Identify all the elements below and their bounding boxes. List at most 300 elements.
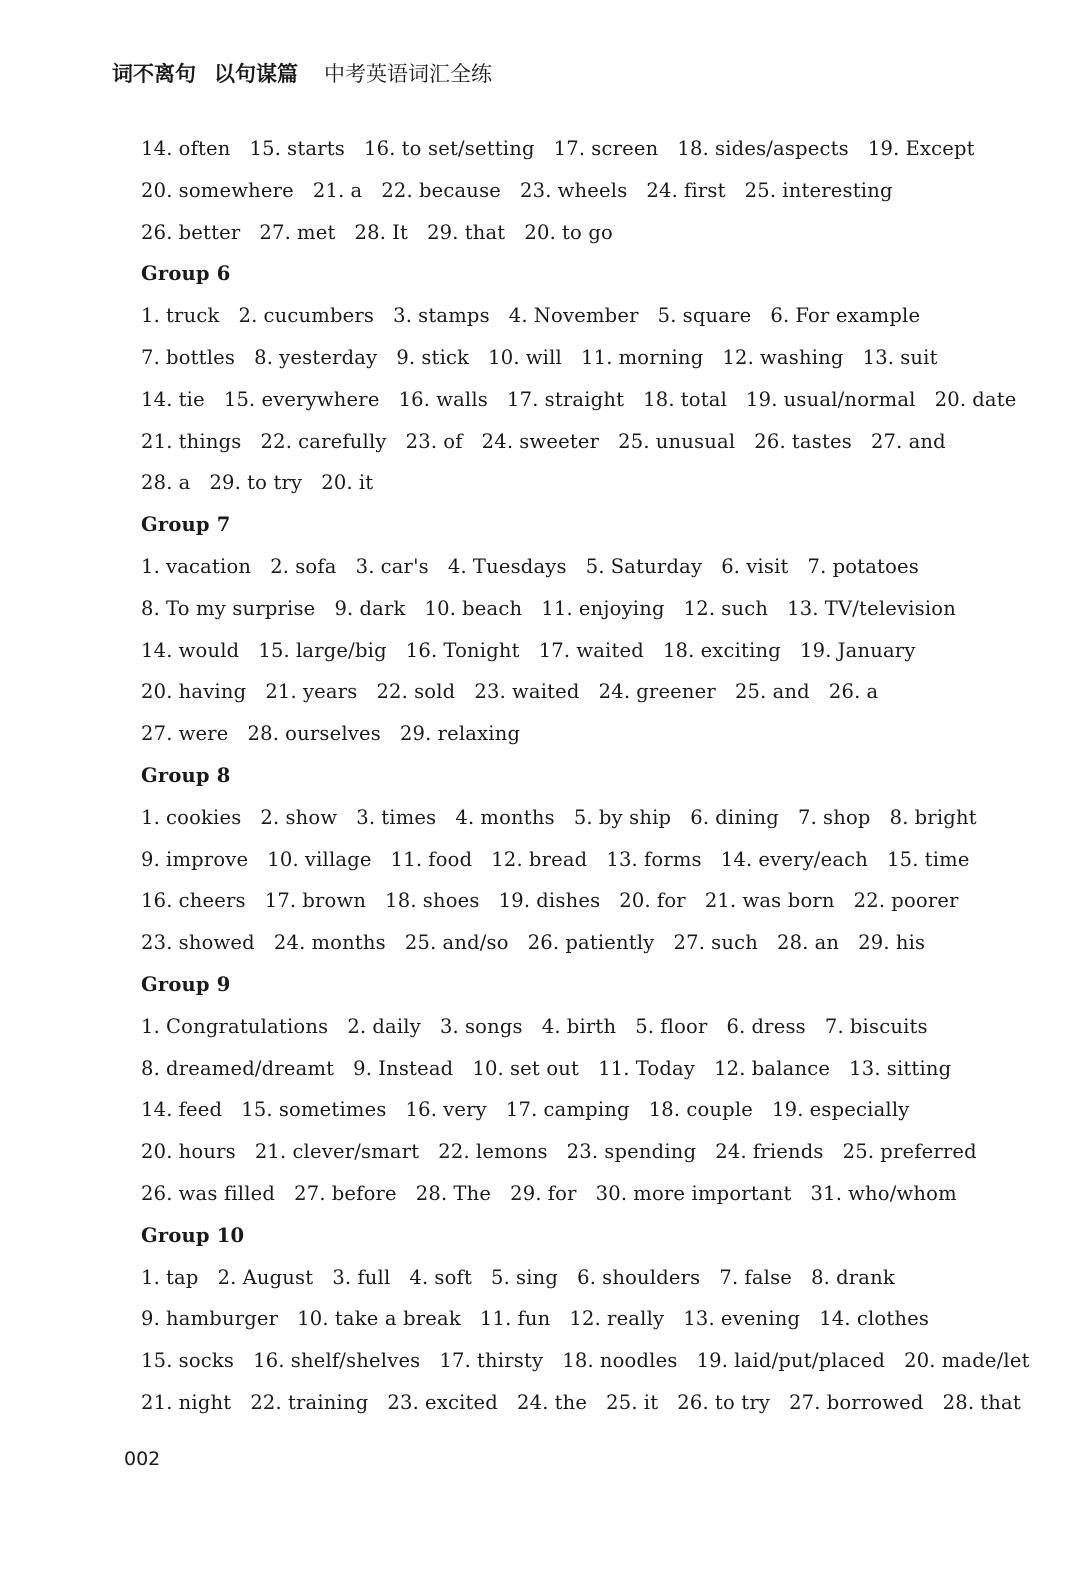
answer-item — [798, 797, 871, 839]
answer-text: such — [721, 596, 769, 620]
header-title-part2: 以句谋篇 — [214, 62, 298, 86]
answer-text: November — [533, 304, 639, 328]
answer-number: 27. — [141, 722, 173, 746]
answer-text: sing — [516, 1265, 559, 1289]
answer-text: shoes — [422, 889, 480, 913]
answer-number: 7. — [824, 1014, 844, 1038]
answer-item — [141, 1382, 231, 1424]
answer-text: somewhere — [178, 178, 294, 202]
answer-text: patiently — [565, 931, 655, 955]
answer-item — [715, 1131, 823, 1173]
answer-text: sold — [414, 680, 456, 704]
answer-item — [825, 1006, 928, 1048]
answer-text: preferred — [880, 1140, 977, 1164]
answer-text: brown — [302, 889, 367, 913]
answer-number: 19. — [867, 137, 900, 160]
answer-item — [409, 1257, 472, 1299]
answer-number: 12. — [722, 345, 755, 369]
answer-text: shop — [823, 805, 871, 829]
answer-number: 5. — [657, 304, 677, 328]
answer-text: having — [178, 680, 247, 704]
answer-number: 3. — [439, 1014, 459, 1038]
answer-text: songs — [464, 1014, 523, 1038]
answer-text: unusual — [655, 429, 736, 453]
answer-number: 10. — [297, 1307, 329, 1331]
answer-item — [353, 1048, 453, 1090]
answer-item — [542, 1006, 616, 1048]
answer-item — [294, 1173, 397, 1215]
answer-item — [849, 1048, 951, 1090]
answer-line — [141, 379, 1021, 421]
answer-number: 23. — [474, 680, 506, 704]
answer-item — [554, 128, 659, 170]
answer-item — [448, 546, 567, 588]
answer-item — [381, 170, 501, 212]
answer-key-content — [141, 128, 1030, 1424]
answer-number: 2. — [260, 805, 280, 829]
answer-number: 6. — [577, 1265, 597, 1289]
answer-item — [528, 922, 655, 964]
answer-number: 17. — [264, 889, 297, 913]
answer-number: 19. — [799, 638, 832, 662]
answer-text: For example — [795, 304, 921, 328]
answer-text: to try — [714, 1390, 771, 1414]
answer-number: 12. — [491, 847, 523, 871]
answer-item — [141, 588, 315, 630]
answer-item — [517, 1382, 587, 1424]
answer-item — [719, 1257, 792, 1299]
group-title: Group 9 — [141, 972, 231, 996]
answer-item — [539, 630, 644, 672]
answer-text: Instead — [378, 1056, 454, 1080]
answer-number: 13. — [787, 596, 819, 620]
answer-text: dark — [359, 596, 406, 620]
answer-text: of — [443, 429, 463, 453]
answer-text: forms — [643, 847, 702, 871]
answer-text: vacation — [166, 554, 252, 578]
answer-item — [745, 170, 893, 212]
group-title: Group 6 — [141, 262, 231, 286]
answer-item — [141, 170, 294, 212]
answer-item — [141, 1298, 278, 1340]
answer-item — [265, 880, 366, 922]
answer-text: sweeter — [519, 429, 600, 453]
answer-item — [619, 880, 686, 922]
answer-number: 26. — [828, 680, 861, 704]
answer-item — [520, 170, 627, 212]
answer-item — [224, 379, 380, 421]
answer-number: 7. — [798, 805, 818, 829]
answer-item — [506, 1089, 630, 1131]
answer-item — [714, 1048, 830, 1090]
answer-text: an — [814, 931, 840, 955]
answer-item — [843, 1131, 977, 1173]
answer-number: 17. — [439, 1349, 472, 1373]
answer-item — [772, 1089, 909, 1131]
answer-number: 29. — [209, 471, 242, 495]
answer-item — [141, 462, 190, 504]
answer-item — [868, 128, 975, 170]
answer-text: soft — [434, 1265, 473, 1289]
answer-number: 5. — [573, 805, 593, 829]
answer-item — [218, 1257, 314, 1299]
answer-item — [684, 588, 768, 630]
answer-item — [141, 128, 231, 170]
answer-number: 21. — [312, 178, 345, 202]
answer-number: 25. — [404, 931, 437, 955]
answer-text: time — [924, 847, 970, 871]
group-title: Group 10 — [141, 1223, 245, 1247]
answer-item — [141, 1089, 222, 1131]
answer-item — [440, 1006, 523, 1048]
answer-item — [141, 379, 205, 421]
answer-item — [635, 1006, 707, 1048]
answer-number: 23. — [387, 1390, 420, 1414]
answer-number: 23. — [520, 178, 552, 202]
answer-item — [677, 128, 849, 170]
answer-number: 24. — [598, 680, 631, 704]
answer-text: waited — [576, 638, 644, 662]
answer-text: hours — [178, 1140, 236, 1164]
answer-text: suit — [900, 345, 938, 369]
answer-number: 8. — [141, 596, 161, 620]
answer-text: drank — [836, 1265, 895, 1289]
answer-text: The — [453, 1181, 492, 1205]
answer-item — [261, 421, 387, 463]
answer-item — [569, 1298, 664, 1340]
answer-number: 16. — [141, 889, 173, 913]
answer-item — [721, 546, 788, 588]
answer-line — [141, 671, 1021, 713]
answer-number: 24. — [273, 931, 306, 955]
answer-number: 22. — [260, 429, 293, 453]
answer-item — [674, 922, 758, 964]
answer-number: 6. — [770, 304, 790, 328]
answer-item — [141, 880, 246, 922]
answer-text: tastes — [791, 429, 852, 453]
answer-item — [722, 337, 843, 379]
answer-text: bright — [914, 805, 977, 829]
answer-number: 17. — [553, 137, 586, 160]
answer-text: Except — [905, 137, 975, 160]
answer-text: was born — [742, 889, 835, 913]
answer-number: 19. — [696, 1349, 729, 1373]
answer-text: feed — [178, 1098, 223, 1122]
answer-number: 16. — [364, 137, 396, 160]
answer-item — [321, 462, 373, 504]
answer-line — [141, 797, 1021, 839]
answer-number: 16. — [405, 1098, 438, 1122]
answer-text: excited — [425, 1390, 498, 1414]
answer-number: 25. — [606, 1390, 638, 1414]
page-header — [112, 58, 492, 88]
answer-text: more important — [633, 1181, 792, 1205]
answer-text: straight — [544, 387, 625, 411]
answer-text: such — [711, 931, 758, 955]
answer-text: shoulders — [602, 1265, 701, 1289]
answer-number: 2. — [270, 554, 290, 578]
answer-number: 29. — [858, 931, 890, 955]
answer-item — [376, 671, 455, 713]
answer-text: to set/setting — [401, 137, 535, 160]
answer-number: 28. — [415, 1181, 448, 1205]
answer-item — [258, 630, 386, 672]
answer-text: dress — [751, 1014, 806, 1038]
answer-number: 16. — [398, 387, 431, 411]
answer-item — [406, 630, 520, 672]
answer-number: 28. — [141, 471, 173, 495]
answer-text: yesterday — [279, 345, 378, 369]
answer-text: village — [304, 847, 372, 871]
answer-item — [455, 797, 554, 839]
answer-number: 2. — [238, 304, 258, 328]
answer-item — [255, 1131, 419, 1173]
answer-item — [253, 1340, 420, 1382]
answer-text: couple — [686, 1098, 754, 1122]
answer-item — [141, 421, 242, 463]
answer-text: it — [358, 471, 374, 495]
answer-text: stick — [421, 345, 470, 369]
answer-text: things — [178, 429, 242, 453]
answer-text: sofa — [295, 554, 337, 578]
answer-number: 5. — [635, 1014, 655, 1038]
answer-item — [260, 797, 337, 839]
answer-item — [238, 295, 374, 337]
answer-text: who/whom — [848, 1181, 957, 1205]
answer-number: 14. — [819, 1307, 851, 1331]
answer-text: was filled — [178, 1181, 276, 1205]
answer-text: it — [643, 1390, 659, 1414]
answer-item — [488, 337, 562, 379]
answer-item — [890, 797, 977, 839]
answer-item — [474, 671, 579, 713]
answer-text: total — [680, 387, 728, 411]
answer-number: 27. — [294, 1181, 326, 1205]
answer-text: take a break — [334, 1307, 461, 1331]
answer-number: 9. — [396, 345, 416, 369]
answer-number: 27. — [789, 1390, 821, 1414]
answer-number: 25. — [842, 1140, 875, 1164]
answer-item — [141, 1006, 328, 1048]
answer-text: starts — [287, 137, 345, 160]
answer-text: set out — [509, 1056, 580, 1080]
answer-item — [643, 379, 727, 421]
answer-text: Saturday — [610, 554, 703, 578]
answer-item — [480, 1298, 551, 1340]
answer-item — [677, 1382, 770, 1424]
answer-number: 26. — [527, 931, 560, 955]
answer-item — [574, 797, 671, 839]
answer-number: 12. — [683, 596, 716, 620]
answer-number: 1. — [141, 304, 161, 328]
answer-text: borrowed — [826, 1390, 924, 1414]
answer-line — [141, 1340, 1030, 1382]
answer-item — [800, 630, 916, 672]
answer-item — [297, 1298, 461, 1340]
answer-number: 8. — [141, 1056, 161, 1080]
answer-number: 13. — [849, 1056, 881, 1080]
answer-item — [606, 839, 701, 881]
answer-text: walls — [436, 387, 488, 411]
answer-text: morning — [618, 345, 704, 369]
answer-number: 31. — [810, 1181, 843, 1205]
answer-item — [141, 630, 239, 672]
answer-item — [406, 1089, 487, 1131]
answer-line — [141, 170, 1021, 212]
answer-text: To my surprise — [166, 596, 316, 620]
answer-text: and/so — [442, 931, 509, 955]
answer-number: 19. — [498, 889, 531, 913]
answer-text: food — [428, 847, 473, 871]
answer-line — [141, 546, 1021, 588]
answer-item — [581, 337, 703, 379]
answer-text: laid/put/placed — [734, 1349, 886, 1373]
answer-line — [141, 1131, 1021, 1173]
answer-text: met — [297, 220, 336, 244]
answer-number: 26. — [141, 220, 173, 244]
answer-item — [364, 128, 535, 170]
answer-text: dishes — [536, 889, 601, 913]
answer-text: everywhere — [261, 387, 380, 411]
answer-item — [509, 295, 639, 337]
answer-text: really — [607, 1307, 665, 1331]
answer-text: August — [242, 1265, 314, 1289]
answer-item — [439, 1340, 543, 1382]
answer-item — [141, 337, 235, 379]
answer-number: 11. — [479, 1307, 512, 1331]
answer-text: carefully — [298, 429, 387, 453]
answer-text: night — [178, 1390, 232, 1414]
answer-item — [332, 1257, 390, 1299]
answer-number: 11. — [541, 596, 573, 620]
answer-text: that — [980, 1390, 1021, 1414]
answer-number: 7. — [141, 345, 161, 369]
answer-item — [141, 212, 240, 254]
answer-text: Tuesdays — [472, 554, 567, 578]
answer-number: 15. — [241, 1098, 273, 1122]
answer-item — [482, 421, 600, 463]
answer-text: It — [392, 220, 409, 244]
answer-item — [209, 462, 302, 504]
answer-item — [267, 839, 371, 881]
answer-text: very — [443, 1098, 487, 1122]
answer-text: every/each — [758, 847, 869, 871]
answer-text: January — [837, 638, 916, 662]
answer-number: 8. — [254, 345, 274, 369]
answer-item — [241, 1089, 386, 1131]
answer-item — [491, 1257, 558, 1299]
answer-text: full — [357, 1265, 391, 1289]
header-title-part1: 词不离句 — [112, 62, 196, 86]
answer-line — [141, 922, 1021, 964]
answer-text: that — [464, 220, 506, 244]
answer-number: 7. — [807, 554, 827, 578]
answer-text: often — [178, 137, 231, 160]
answer-text: greener — [636, 680, 716, 704]
answer-number: 25. — [744, 178, 777, 202]
answer-item — [387, 1382, 498, 1424]
answer-text: beach — [462, 596, 523, 620]
answer-text: large/big — [295, 638, 387, 662]
answer-number: 9. — [353, 1056, 373, 1080]
answer-item — [770, 295, 920, 337]
page-number: 002 — [124, 1448, 161, 1470]
answer-number: 26. — [141, 1181, 173, 1205]
answer-number: 27. — [259, 220, 292, 244]
answer-number: 17. — [538, 638, 571, 662]
answer-number: 18. — [385, 889, 417, 913]
answer-text: cheers — [178, 889, 246, 913]
answer-number: 9. — [334, 596, 354, 620]
answer-line — [141, 1173, 1021, 1215]
answer-text: months — [480, 805, 555, 829]
answer-item — [400, 713, 520, 755]
answer-item — [871, 421, 946, 463]
answer-number: 17. — [507, 387, 539, 411]
answer-number: 19. — [772, 1098, 804, 1122]
answer-text: improve — [166, 847, 249, 871]
answer-item — [808, 546, 919, 588]
answer-item — [649, 1089, 753, 1131]
answer-item — [270, 546, 336, 588]
answer-item — [811, 1257, 895, 1299]
answer-text: waited — [511, 680, 580, 704]
answer-text: thirsty — [477, 1349, 544, 1373]
answer-item — [510, 1173, 577, 1215]
answer-number: 22. — [250, 1390, 282, 1414]
answer-number: 14. — [141, 387, 173, 411]
answer-item — [472, 1048, 579, 1090]
answer-text: spending — [604, 1140, 697, 1164]
answer-number: 22. — [438, 1140, 470, 1164]
answer-line — [141, 588, 1021, 630]
answer-line — [141, 462, 1021, 504]
answer-item — [735, 671, 810, 713]
answer-text: cucumbers — [263, 304, 375, 328]
answer-item — [248, 713, 381, 755]
answer-text: relaxing — [437, 722, 521, 746]
answer-item — [721, 839, 868, 881]
answer-item — [254, 337, 377, 379]
answer-item — [250, 1382, 368, 1424]
answer-number: 25. — [734, 680, 767, 704]
answer-number: 30. — [595, 1181, 628, 1205]
answer-number: 18. — [648, 1098, 681, 1122]
answer-item — [334, 588, 405, 630]
answer-item — [427, 212, 505, 254]
answer-text: sides/aspects — [715, 137, 849, 160]
answer-item — [274, 922, 386, 964]
answer-item — [385, 880, 479, 922]
answer-item — [935, 379, 1017, 421]
answer-text: clever/smart — [292, 1140, 420, 1164]
answer-text: the — [554, 1390, 588, 1414]
answer-text: screen — [591, 137, 659, 160]
answer-item — [141, 671, 246, 713]
answer-text: friends — [752, 1140, 824, 1164]
answer-item — [577, 1257, 700, 1299]
answer-item — [858, 922, 925, 964]
answer-number: 17. — [505, 1098, 538, 1122]
answer-item — [393, 295, 490, 337]
answer-item — [313, 170, 362, 212]
answer-text: washing — [760, 345, 844, 369]
answer-number: 28. — [942, 1390, 975, 1414]
answer-number: 29. — [399, 722, 432, 746]
answer-number: 5. — [491, 1265, 511, 1289]
answer-number: 20. — [524, 220, 556, 244]
answer-item — [683, 1298, 800, 1340]
